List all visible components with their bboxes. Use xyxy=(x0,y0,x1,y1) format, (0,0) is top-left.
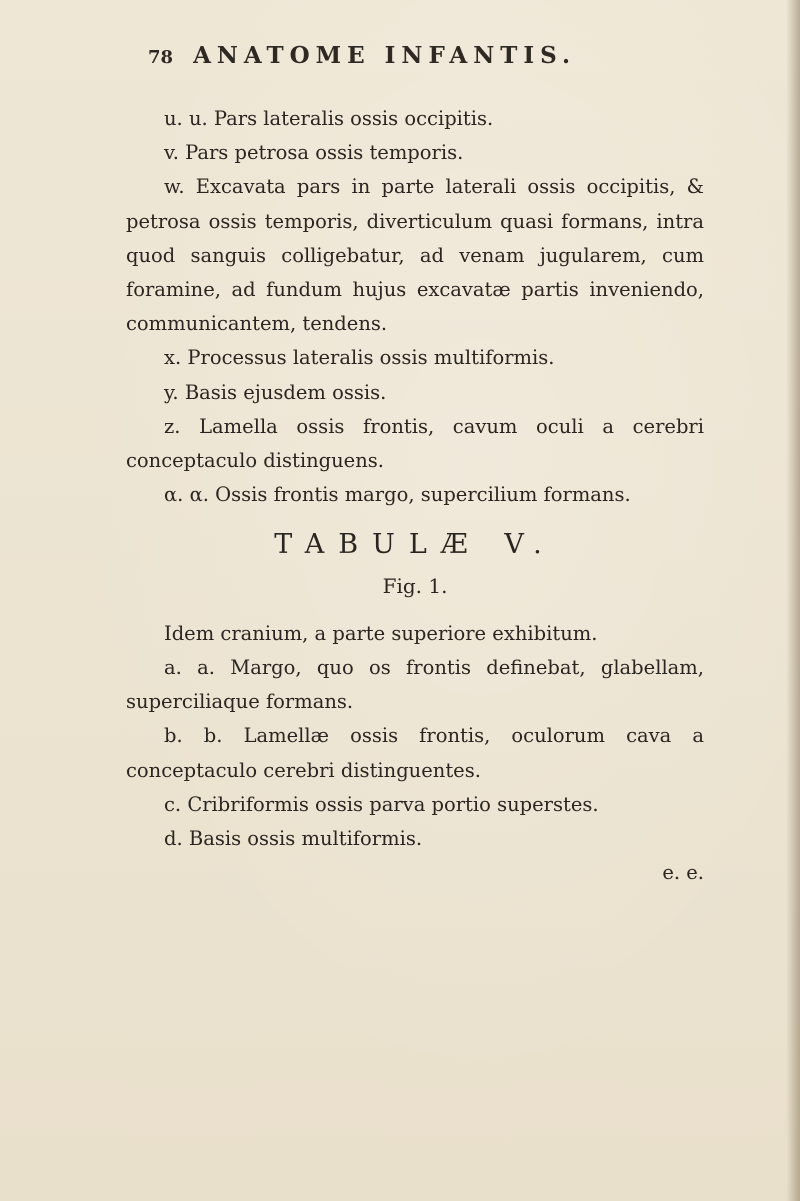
page-number: 78 xyxy=(148,47,174,68)
page-edge-shadow xyxy=(786,0,800,1201)
entry-d: d. Basis ossis multiformis. xyxy=(164,827,423,851)
running-title: ANATOME INFANTIS. xyxy=(193,42,576,69)
catchword: e. e. xyxy=(662,861,704,885)
entry-u: u. u. Pars lateralis ossis occipitis. xyxy=(164,107,494,130)
entry-alpha: α. α. Ossis frontis margo, supercilium formans. xyxy=(164,483,631,507)
entry-c: c. Cribriformis ossis parva portio superstes. xyxy=(164,792,599,816)
entry-v: v. Pars petrosa ossis temporis. xyxy=(164,141,464,165)
entry-b: b. b. Lamellæ ossis frontis, oculorum cava a conceptaculo cerebri distinguentes. xyxy=(126,724,704,782)
body-text xyxy=(126,102,704,890)
figure-intro: Idem cranium, a parte superiore exhibitum. xyxy=(164,621,598,645)
entry-x: x. Processus lateralis ossis multiformis. xyxy=(164,346,555,370)
figure-label: Fig. 1. xyxy=(382,573,448,598)
entry-z: z. Lamella ossis frontis, cavum oculi a cerebri conceptaculo distinguens. xyxy=(126,414,704,473)
entry-y: y. Basis ejusdem ossis. xyxy=(164,380,387,404)
running-head xyxy=(148,42,576,69)
entry-w: w. Excavata pars in parte laterali ossis occipitis, & petrosa ossis temporis, diverticulum quasi formans, intra quod sanguis colligebatur, ad venam jugularem, cum foramine, ad fundum hujus excavatæ partis inveniendo, communicantem, tendens. xyxy=(126,175,704,336)
entry-a: a. a. Margo, quo os frontis definebat, glabellam, superciliaque formans. xyxy=(126,656,704,714)
section-heading: TABULÆ V. xyxy=(274,529,556,561)
